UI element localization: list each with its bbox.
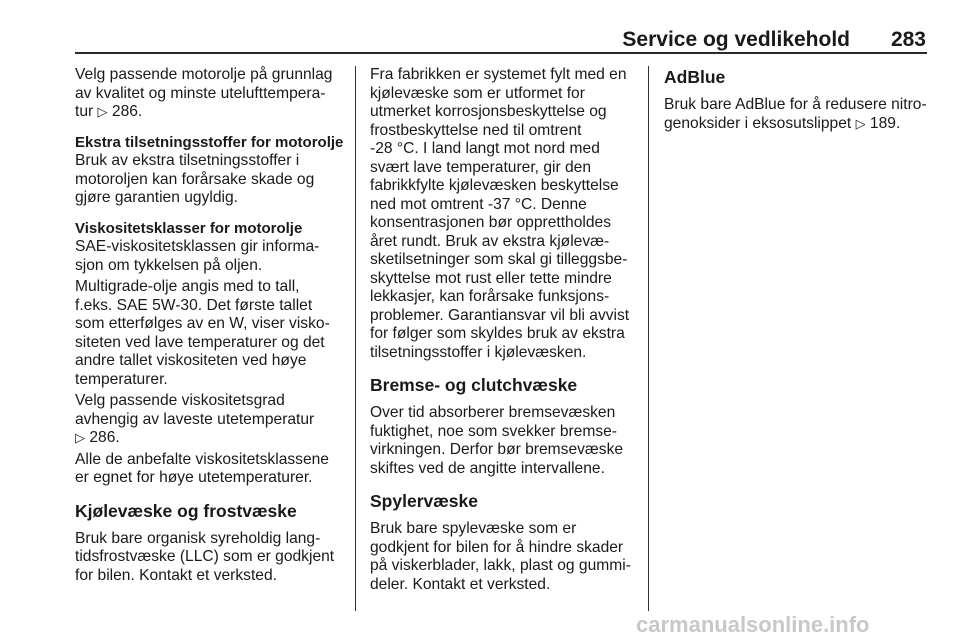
text-line: virkningen. Derfor bør bremsevæske [370,441,624,458]
text-line: året rundt. Bruk av ekstra kjølevæ- [370,232,610,250]
text-line: sketilsetninger som skal gi tilleggsbe- [370,251,628,268]
text-line: Alle de anbefalte viskositetsklassene [75,450,329,468]
text-line: fuktighet, noe som svekker bremse- [370,422,618,440]
text-line: av kvalitet og minste utelufttempera- [75,84,326,102]
text-line: gjøre garantien ugyldig. [75,189,238,206]
heading-additives: Ekstra tilsetningsstoffer for motorolje [75,133,344,151]
text-line: svært lave temperaturer, gir den [370,158,592,176]
text-line: frostbeskyttelse ned til omtrent [370,121,582,139]
text-line: Fra fabrikken er systemet fylt med en [370,66,627,83]
text-line: lekkasjer, kan forårsake funksjons- [370,288,610,305]
text-line: Velg passende motorolje på grunnlag [75,66,333,83]
text-line: SAE-viskositetsklassen gir informa- [75,238,320,255]
heading-viscosity: Viskositetsklasser for motorolje [75,219,303,237]
page-reference-link[interactable]: 189. [869,114,901,132]
header-divider [75,52,927,54]
text-line: sjon om tykkelsen på oljen. [75,256,263,274]
watermark: carmanualsonline.info [636,612,870,637]
text-line: f.eks. SAE 5W-30. Det første tallet [75,296,313,314]
text-line: skiftes ved de angitte intervallene. [370,459,605,477]
paragraph-viscosity-classes [75,451,345,488]
text-line: som etterfølges av en W, viser visko- [75,315,330,332]
text-line: tilsetningsstoffer i kjølevæsken. [370,343,587,361]
column-1 [75,66,345,585]
text-line: Velg passende viskositetsgrad [75,392,285,409]
text-line: avhengig av laveste utetemperatur [75,410,315,428]
text-line: Multigrade-olje angis med to tall, [75,278,300,295]
text-line: deler. Kontakt et verksted. [370,575,551,593]
text-line: temperaturer. [75,370,168,388]
paragraph-sae [75,238,345,275]
text-line: Bruk av ekstra tilsetningsstoffer i [75,152,300,169]
column-divider-2 [648,66,649,611]
text-line: tur [75,103,94,120]
text-line: andre tallet viskositeten ved høye [75,352,307,369]
paragraph-oil-selection [75,66,345,122]
heading-brake-fluid: Bremse- og clutchvæske [370,375,578,395]
paragraph-coolant [75,530,345,586]
heading-washer-fluid: Spylervæske [370,491,478,511]
paragraph-viscosity-grade [75,392,345,448]
text-line: utmerket korrosjonsbeskyttelse og [370,103,607,120]
text-line: skyttelse mot rust eller tette mindre [370,269,612,287]
paragraph-additives [75,152,345,208]
text-line: Over tid absorberer bremsevæsken [370,404,616,421]
text-line: fabrikkfylte kjølevæsken beskyttelse [370,177,619,194]
column-2 [370,66,638,594]
text-line: ned mot omtrent -37 °C. Denne [370,195,587,213]
arrow-reference-icon: ▷ [75,430,85,445]
column-divider-1 [355,66,356,611]
paragraph-multigrade [75,278,345,389]
text-line: er egnet for høye utetemperaturer. [75,469,313,486]
text-line: godkjent for bilen for å hindre skader [370,538,624,556]
text-line: problemer. Garantiansvar vil bli avvist [370,306,630,324]
text-line: kjølevæske som er utformet for [370,84,585,102]
text-line: for bilen. Kontakt et verksted. [75,566,277,584]
paragraph-washer-fluid [370,520,638,594]
text-line: for følger som skyldes bruk av ekstra [370,325,625,342]
page-header-title: Service og vedlikehold [622,28,850,51]
text-line: konsentrasjonen bør opprettholdes [370,214,611,231]
heading-adblue: AdBlue [664,67,726,87]
text-line: genoksider i eksosutslippet [664,114,852,132]
text-line: Bruk bare AdBlue for å redusere nitro- [664,96,927,113]
paragraph-adblue [664,96,932,133]
paragraph-brake-fluid [370,404,638,478]
page-number: 283 [890,28,926,51]
column-3 [664,66,932,133]
page-reference-link[interactable]: 286. [111,103,143,120]
paragraph-factory-coolant [370,66,638,362]
text-line: tidsfrostvæske (LLC) som er godkjent [75,548,335,565]
text-line: motoroljen kan forårsake skade og [75,170,315,188]
arrow-reference-icon: ▷ [855,115,866,131]
heading-coolant: Kjølevæske og frostvæske [75,500,297,521]
text-line: siteten ved lave temperaturer og det [75,333,325,351]
text-line: Bruk bare spylevæske som er [370,520,577,537]
page-reference-link[interactable]: 286. [89,429,120,446]
arrow-reference-icon: ▷ [97,104,108,119]
text-line: Bruk bare organisk syreholdig lang- [75,529,321,547]
text-line: på viskerblader, lakk, plast og gummi- [370,557,631,574]
text-line: -28 °C. I land langt mot nord med [370,140,600,157]
